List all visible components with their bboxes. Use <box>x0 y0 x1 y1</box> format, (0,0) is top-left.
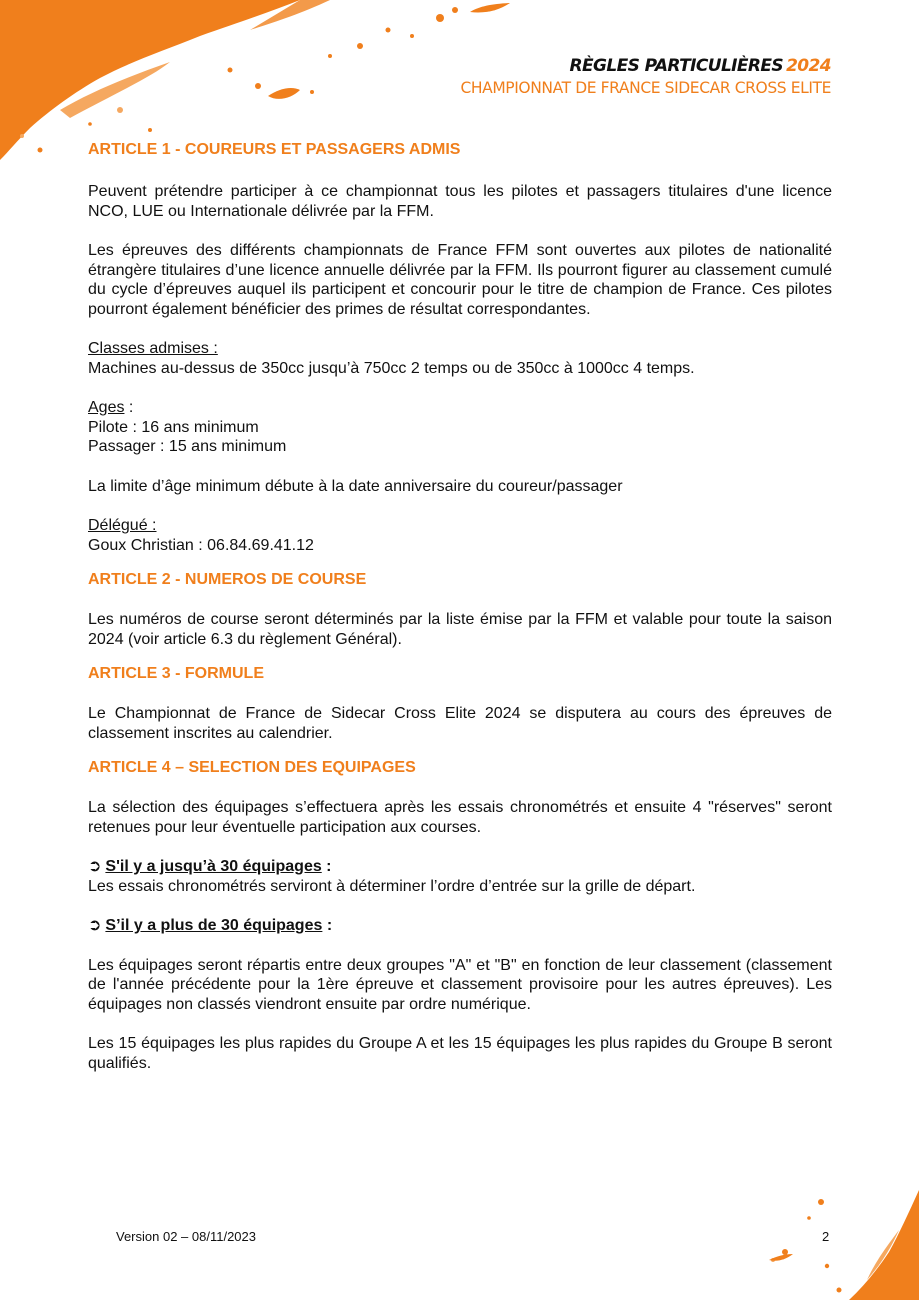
case-1-label: S'il y a jusqu’à 30 équipages <box>105 858 322 875</box>
page-number: 2 <box>822 1229 830 1244</box>
arrow-right-icon: ➲ <box>88 858 102 875</box>
arrow-right-icon: ➲ <box>88 917 102 934</box>
case-1-colon: : <box>321 858 332 875</box>
footer-version: Version 02 – 08/11/2023 <box>116 1229 256 1244</box>
age-limit-text: La limite d’âge minimum débute à la date anniversaire du coureur/passager <box>88 477 623 495</box>
case-2-colon: : <box>322 917 333 934</box>
case-2-heading <box>88 916 832 936</box>
article-2-heading: ARTICLE 2 - NUMEROS DE COURSE <box>88 571 367 588</box>
header-subtitle: CHAMPIONNAT DE FRANCE SIDECAR CROSS ELITE <box>460 78 831 98</box>
header-title <box>460 55 831 77</box>
case-1-text: Les essais chronométrés serviront à déterminer l’ordre d’entrée sur la grille de départ. <box>88 877 696 895</box>
classes-text: Machines au-dessus de 350cc jusqu’à 750cc 2 temps ou de 350cc à 1000cc 4 temps. <box>88 359 695 377</box>
classes-label: Classes admises : <box>88 340 218 357</box>
ages-passager: Passager : 15 ans minimum <box>88 438 287 455</box>
ages-pilote: Pilote : 16 ans minimum <box>88 418 259 436</box>
article-1-heading: ARTICLE 1 - COUREURS ET PASSAGERS ADMIS <box>88 141 461 158</box>
ages-colon: : <box>124 399 134 416</box>
article-1-paragraph-2: Les épreuves des différents championnats de France FFM sont ouvertes aux pilotes de nationalité étrangère titulaires d’une licence annuelle délivrée par la FFM. Ils pourront figurer au classement cumulé du cycle d’épreuves auquel ils participent et concourir pour le titre de champion de France. Ces pilotes pourront également bénéficier des primes de résultat correspondantes. <box>88 242 832 318</box>
article-2-paragraph: Les numéros de course seront déterminés par la liste émise par la FFM et valable pour toute la saison 2024 (voir article 6.3 du règlement Général). <box>88 611 832 648</box>
document-body <box>88 139 832 1073</box>
article-3-paragraph: Le Championnat de France de Sidecar Cross Elite 2024 se disputera au cours des épreuves de classement inscrites au calendrier. <box>88 705 832 742</box>
article-4-paragraph-3: Les 15 équipages les plus rapides du Groupe A et les 15 équipages les plus rapides du Groupe B seront qualifiés. <box>88 1035 832 1072</box>
header-year: 2024 <box>786 56 831 76</box>
document-header <box>460 55 831 99</box>
ages-label: Ages <box>88 399 125 416</box>
delegue-text: Goux Christian : 06.84.69.41.12 <box>88 536 314 554</box>
case-2-label: S’il y a plus de 30 équipages <box>105 917 323 934</box>
article-4-heading: ARTICLE 4 – SELECTION DES EQUIPAGES <box>88 759 416 776</box>
delegue-label: Délégué : <box>88 517 157 534</box>
paint-splash-decoration-bottom <box>749 1190 919 1300</box>
article-4-paragraph-1: La sélection des équipages s’effectuera après les essais chronométrés et ensuite 4 "réserves" seront retenues pour leur éventuelle participation aux courses. <box>88 799 832 836</box>
header-title-text: RÈGLES PARTICULIÈRES <box>569 56 784 76</box>
article-3-heading: ARTICLE 3 - FORMULE <box>88 665 264 682</box>
case-1-heading <box>88 857 832 877</box>
article-1-paragraph-1: Peuvent prétendre participer à ce championnat tous les pilotes et passagers titulaires d'une licence NCO, LUE ou Internationale délivrée par la FFM. <box>88 183 832 220</box>
article-4-paragraph-2: Les équipages seront répartis entre deux groupes "A" et "B" en fonction de leur classement (classement de l'année précédente pour la 1ère épreuve et classement provisoire pour les autres épreuves). Les équipages non classés viendront ensuite par ordre numérique. <box>88 956 832 1013</box>
